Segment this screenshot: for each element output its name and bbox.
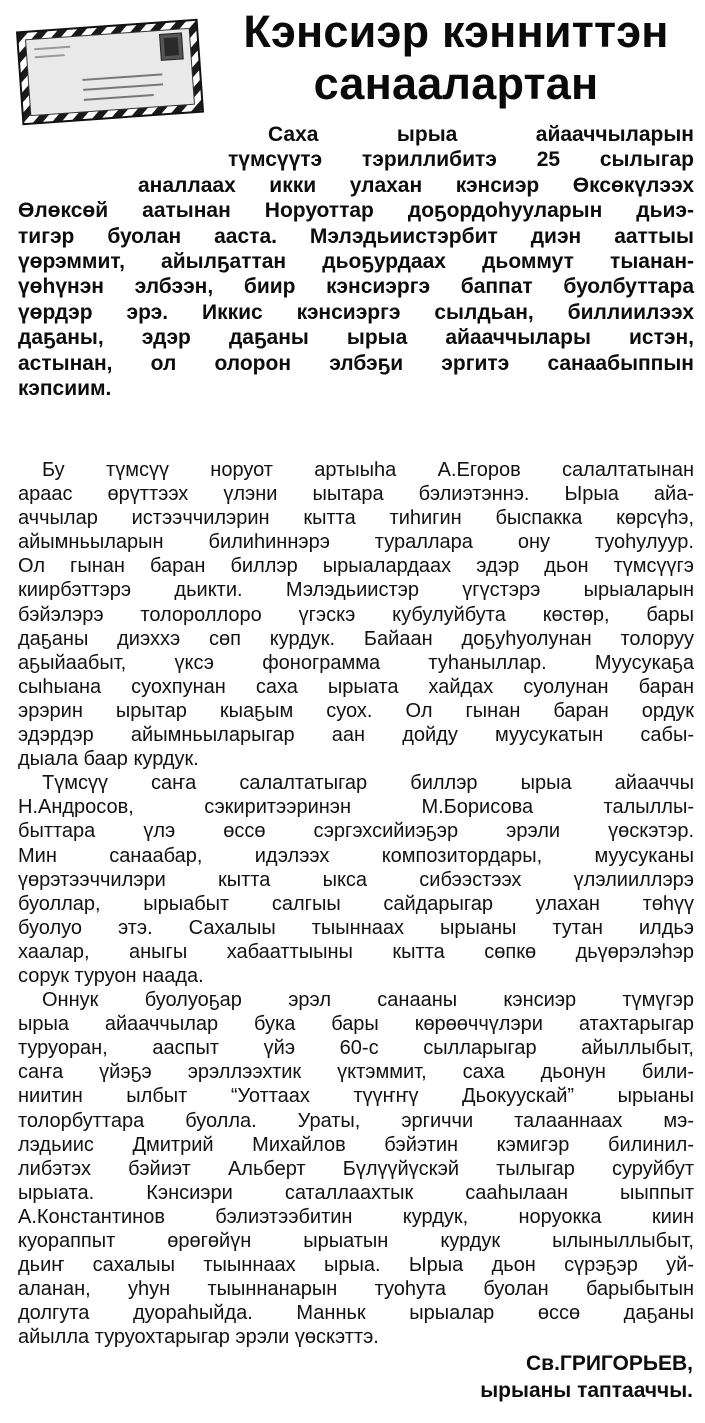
body-line: сорук туруон наада. (18, 964, 204, 987)
body-line: туруоран, ааспыт үйэ 60-с сылларыгар айыллыбыт, (18, 1037, 694, 1060)
body-line: лэдьиис Дмитрий Михайлов бэйэтин кэмигэр билинил- (18, 1133, 694, 1156)
body-line: бэйэлэрэ толороллоро үгэскэ кубулуйбута көстөр, бары (18, 603, 694, 626)
body-line: саҥа үйэҕэ эрэллээхтик үктэммит, саха дьонун били- (18, 1061, 694, 1084)
body-line: даҕаны диэххэ сөп курдук. Байаан доҕуһуолунан толоруу (18, 627, 694, 650)
body-paragraph (18, 988, 694, 1349)
body-line: либэтэх бэйиэт Альберт Бүлүүйүскэй тылыгар суруйбут (18, 1157, 694, 1180)
body-line: Оннук буолуоҕар эрэл санааны кэнсиэр түмүгэр (42, 989, 694, 1012)
article-body (18, 458, 694, 1349)
body-line: куораппыт өрөгөйүн ырыатын курдук ылыныллыбыт, (18, 1230, 694, 1252)
lead-paragraph (18, 122, 694, 401)
lead-line: даҕаны, эдэр даҕаны ырыа айааччылары истэн, (18, 326, 694, 350)
lead-line: үөрдэр эрэ. Иккис кэнсиэргэ сылдьан, биллиилээх (18, 300, 694, 324)
body-paragraph (18, 771, 694, 988)
body-line: Түмсүү саҥа салалтатыгар биллэр ырыа айааччы (42, 772, 694, 795)
body-line: киирбэттэрэ дьикти. Мэлэдьиистэр үгүстэрэ ырыаларын (18, 579, 694, 602)
body-line: үөрэтээччилэри кытта ыкса сибээстээх үлэлииллэрэ (18, 868, 694, 891)
lead-line: үөрэммит, айылҕаттан дьоҕурдаах дьоммут тыанан- (18, 250, 694, 274)
body-line: толорбуттара буолла. Ураты, эргиччи талааннаах мэ- (18, 1109, 694, 1132)
lead-line: аналлаах икки улахан кэнсиэр Өксөкүлээх (138, 173, 694, 197)
body-line: дьиҥ сахалыы тыыннаах ырыа. Ырыа дьон сүрэҕэр уй- (18, 1254, 694, 1277)
body-line: ниитин ылбыт “Уоттаах түүҥҥү Дьокуускай” ырыаны (18, 1085, 694, 1108)
body-line: буоллар, ырыабыт салгыы сайдарыгар улахан төһүү (18, 892, 694, 915)
author-name: Св.ГРИГОРЬЕВ, (526, 1352, 693, 1375)
body-line: Мин санаабар, идэлээх композитордары, муусуканы (18, 844, 694, 867)
body-line: долгута дуораһыйда. Манньк ырыалар өссө даҕаны (18, 1302, 694, 1325)
article-title (214, 6, 698, 110)
body-line: дыала баар курдук. (18, 748, 199, 771)
lead-line: түмсүүтэ тэриллибитэ 25 сылыгар (228, 148, 694, 172)
body-paragraph (18, 458, 694, 771)
body-line: быттара үлэ өссө сэргэхсийиэҕэр эрэли үөскэтэр. (18, 820, 694, 843)
lead-line: астынан, ол олорон элбэҕи эргитэ санаабыппын (18, 351, 694, 375)
body-line: айымньыларын билиһиннэрэ туралларa ону туоһулуур. (18, 531, 694, 554)
body-line: аҕыйаабыт, үксэ фонограмма туһаныллар. Муусукаҕа (18, 651, 694, 674)
body-line: А.Константинов бэлиэтээбитин курдук, норуокка киин (18, 1205, 694, 1228)
body-line: сыһыана суохпунан саха ырыата хайдах суолунан баран (18, 675, 694, 698)
body-line: аччылар истээччилэрин кытта тиһигин быспакка көрсүһэ, (18, 507, 694, 530)
body-line: эрэрин ырытар кыаҕым суох. Ол гынан баран ордук (18, 699, 694, 722)
lead-line: тигэр буолан ааста. Мэлэдьиистэрбит диэн ааттыы (18, 224, 694, 248)
title-line: Кэнсиэр кэнниттэн (243, 6, 669, 57)
body-line: араас өрүттээх үлэни ыытара бэлиэтэннэ. Ырыа айа- (18, 483, 694, 506)
lead-line: үөһүнэн элбээн, биир кэнсиэргэ баппат буолбуттара (18, 275, 694, 299)
body-line: Ол гынан баран биллэр ырыалардаах эдэр дьон түмсүүгэ (18, 555, 694, 578)
body-line: ырыа айааччылар бука бары көрөөччүлэри атахтарыгар (18, 1013, 694, 1036)
body-line: Н.Андросов, сэкиритээринэн М.Борисова талыллы- (18, 796, 694, 819)
body-line: Бу түмсүү норуот артыыһа А.Егоров салалтатынан (42, 459, 694, 481)
author-role: ырыаны таптааччы. (480, 1379, 693, 1402)
body-line: аланан, уһун тыыннанарын туоһута буолан барыбытын (18, 1278, 694, 1301)
body-line: буолуо этэ. Сахалыы тыыннаах ырыаны тутан илдьэ (18, 916, 694, 939)
envelope-icon (12, 16, 208, 128)
title-line: санаалартан (313, 58, 599, 109)
body-line: ырыата. Кэнсиэри саталлаахтык сааһылаан ыыппыт (18, 1181, 694, 1204)
body-line: эдэрдэр айымньыларыгар аан дойду муусукатын сабы- (18, 724, 694, 747)
author-signature (480, 1350, 693, 1404)
lead-line: Өлөксөй аатынан Норуоттар доҕордоһууларын дьиэ- (18, 199, 694, 223)
lead-line: кэпсиим. (18, 377, 112, 401)
body-line: хаалар, аныгы хабааттыыны кытта сөпкө дьүөрэлэһэр (18, 940, 694, 963)
lead-line: Саха ырыа айааччыларын (268, 123, 694, 146)
body-line: айылла туруохтарыгар эрэли үөскэттэ. (18, 1326, 379, 1349)
